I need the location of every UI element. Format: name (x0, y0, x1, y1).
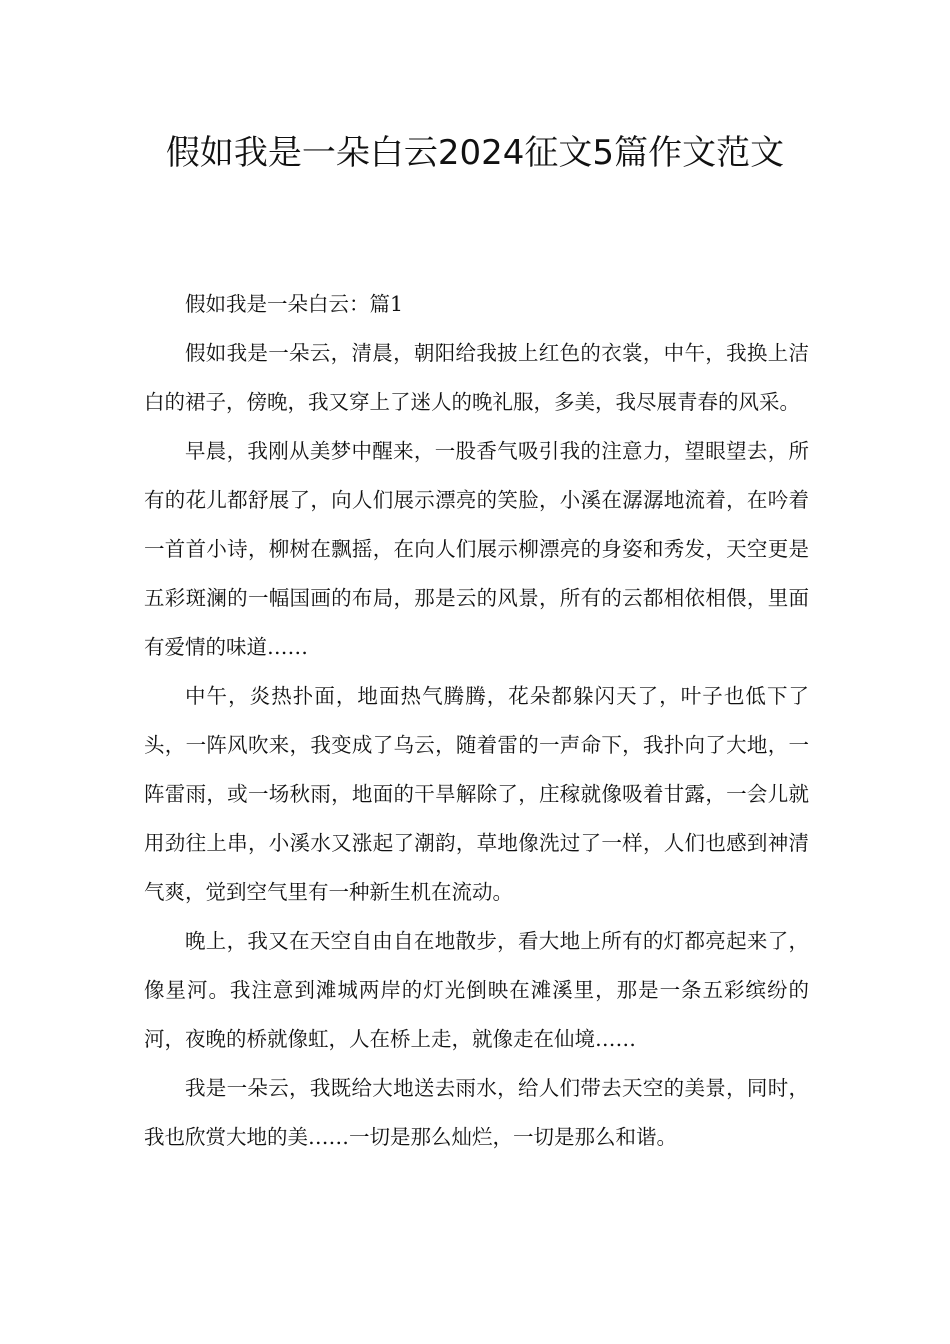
paragraph: 早晨，我刚从美梦中醒来，一股香气吸引我的注意力，望眼望去，所有的花儿都舒展了，向人们展示漂亮的笑脸，小溪在潺潺地流着，在吟着一首首小诗，柳树在飘摇，在向人们展示柳漂亮的身姿和秀发，天空更是五彩斑澜的一幅国画的布局，那是云的风景，所有的云都相依相偎，里面有爱情的味道…… (144, 439, 809, 659)
paragraph: 中午，炎热扑面，地面热气腾腾，花朵都躲闪天了，叶子也低下了头，一阵风吹来，我变成了乌云，随着雷的一声命下，我扑向了大地，一阵雷雨，或一场秋雨，地面的干旱解除了，庄稼就像吸着甘露，一会儿就用劲往上串，小溪水又涨起了潮韵，草地像洗过了一样，人们也感到神清气爽，觉到空气里有一种新生机在流动。 (144, 684, 809, 904)
document-title: 假如我是一朵白云2024征文5篇作文范文 (165, 133, 785, 173)
paragraph: 假如我是一朵云，清晨，朝阳给我披上红色的衣裳，中午，我换上洁白的裙子，傍晚，我又穿上了迷人的晚礼服，多美，我尽展青春的风采。 (144, 341, 809, 414)
section-heading: 假如我是一朵白云：篇1 (185, 292, 404, 316)
document-body (144, 280, 809, 1162)
paragraph: 我是一朵云，我既给大地送去雨水，给人们带去天空的美景，同时，我也欣赏大地的美……一切是那么灿烂，一切是那么和谐。 (144, 1076, 809, 1149)
paragraph: 晚上，我又在天空自由自在地散步，看大地上所有的灯都亮起来了，像星河。我注意到滩城两岸的灯光倒映在滩溪里，那是一条五彩缤纷的河，夜晚的桥就像虹，人在桥上走，就像走在仙境…… (144, 929, 809, 1051)
